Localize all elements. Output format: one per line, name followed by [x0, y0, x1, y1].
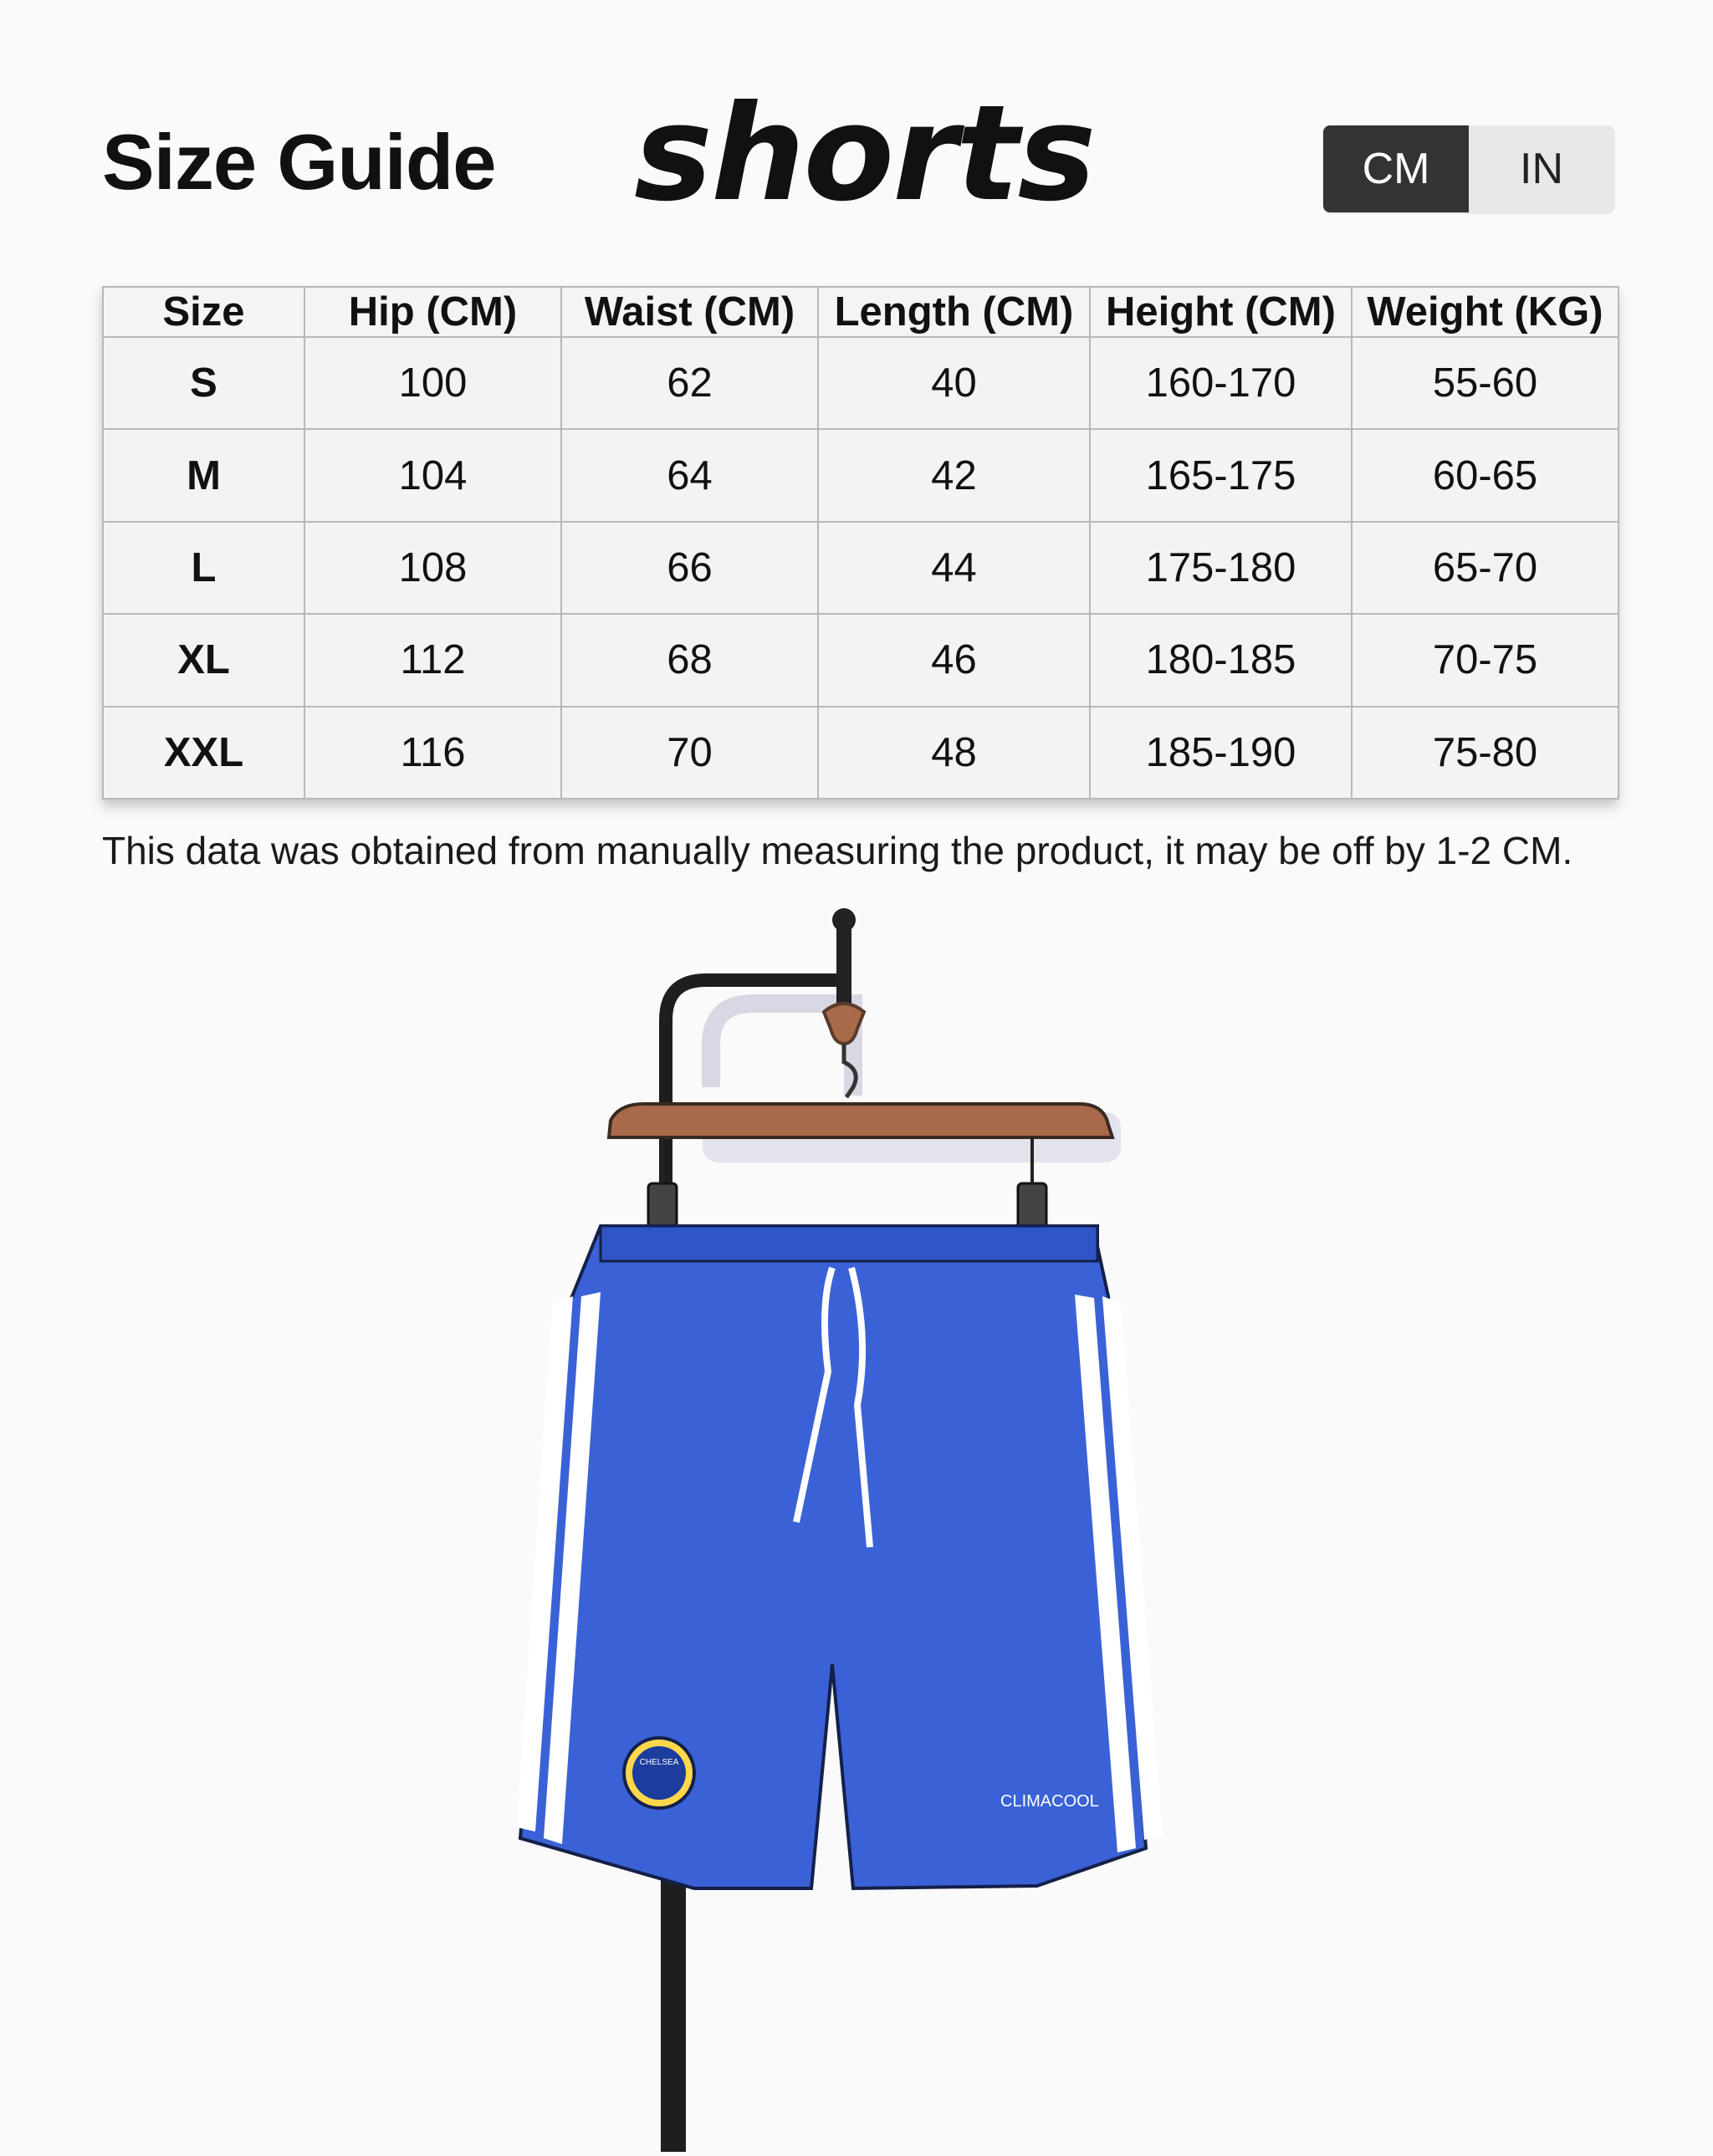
column-header: Weight (KG): [1352, 287, 1618, 337]
column-header: Waist (CM): [561, 287, 818, 337]
shorts-on-hanger-icon: [502, 903, 1188, 2152]
table-cell: 104: [304, 429, 561, 521]
table-header-row: [103, 287, 1618, 337]
table-cell: 116: [304, 707, 561, 799]
size-table: [102, 286, 1619, 800]
table-cell: 70-75: [1352, 614, 1618, 706]
brand-label: CLIMACOOL: [1000, 1792, 1099, 1811]
unit-toggle[interactable]: [1323, 125, 1614, 212]
table-cell: 48: [818, 707, 1090, 799]
table-cell: 112: [304, 614, 561, 706]
table-cell: XXL: [103, 707, 304, 799]
table-cell: 65-70: [1352, 522, 1618, 614]
column-header: Length (CM): [818, 287, 1090, 337]
table-cell: 165-175: [1090, 429, 1352, 521]
column-header: Size: [103, 287, 304, 337]
table-cell: S: [103, 337, 304, 429]
table-row: [103, 522, 1618, 614]
unit-option-cm[interactable]: CM: [1323, 125, 1469, 212]
table-cell: 66: [561, 522, 818, 614]
table-cell: 60-65: [1352, 429, 1618, 521]
table-row: [103, 614, 1618, 706]
measurement-note: This data was obtained from manually measuring the product, it may be off by 1-2 CM.: [102, 829, 1573, 872]
table-cell: 160-170: [1090, 337, 1352, 429]
crest-label: CHELSEA: [639, 1758, 679, 1767]
table-cell: 185-190: [1090, 707, 1352, 799]
column-header: Hip (CM): [304, 287, 561, 337]
stand-arm: [666, 980, 845, 1213]
table-cell: 175-180: [1090, 522, 1352, 614]
table-cell: 100: [304, 337, 561, 429]
hanger-bar: [609, 1104, 1112, 1137]
table-cell: 40: [818, 337, 1090, 429]
table-cell: 70: [561, 707, 818, 799]
table-cell: 62: [561, 337, 818, 429]
table-cell: XL: [103, 614, 304, 706]
shorts-body: [520, 1226, 1146, 1888]
table-cell: 46: [818, 614, 1090, 706]
product-illustration: [502, 903, 1188, 2152]
product-title: shorts: [634, 77, 1095, 231]
table-cell: 42: [818, 429, 1090, 521]
table-cell: 68: [561, 614, 818, 706]
table-row: [103, 429, 1618, 521]
page-title: Size Guide: [102, 118, 496, 206]
waistband: [601, 1226, 1097, 1261]
column-header: Height (CM): [1090, 287, 1352, 337]
table-cell: L: [103, 522, 304, 614]
table-cell: M: [103, 429, 304, 521]
table-cell: 108: [304, 522, 561, 614]
table-cell: 180-185: [1090, 614, 1352, 706]
table-cell: 55-60: [1352, 337, 1618, 429]
table-cell: 64: [561, 429, 818, 521]
unit-option-in[interactable]: IN: [1469, 125, 1614, 212]
table-cell: 75-80: [1352, 707, 1618, 799]
table-row: [103, 707, 1618, 799]
table-cell: 44: [818, 522, 1090, 614]
size-table-container: [102, 286, 1618, 800]
table-row: [103, 337, 1618, 429]
